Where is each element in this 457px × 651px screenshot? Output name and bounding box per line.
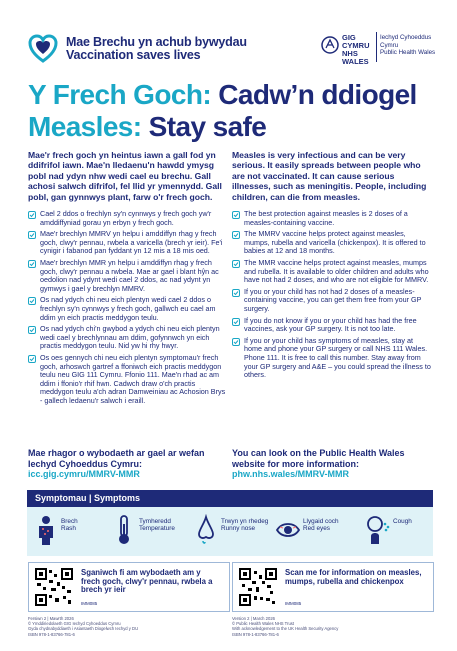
footer-english: Version 2 | March 2026 © Public Health Wales NHS Trust With acknowledgement to the UK Health Security Agency ISBN 978-1-83766-781-6 [232,616,339,637]
qr-reference: IMM085 [81,601,98,606]
dragon-emblem-icon [320,34,340,56]
intro-welsh: Mae'r frech goch yn heintus iawn a gall fod yn ddifrifol iawn. Mae'n lledaenu'n hawdd ymysg pobl nad ydyn nhw wedi cael eu brechu. Gall achosi salwch difrifol, fel llid yr ymennydd. Gall pobl, gan gynnwys plant, farw o'r frech goch. [28,150,222,202]
check-icon [28,355,36,363]
list-item [28,325,228,351]
check-icon [232,231,240,239]
symptom-rash [33,514,103,552]
list-item [232,230,432,256]
symptom-red-eyes [275,514,357,552]
checklist-welsh [28,210,228,405]
title-welsh-b: Cadw’n ddiogel [218,79,417,110]
item-text: If you or your child has symptoms of measles, stay at home and phone your GP surgery or call NHS 111 Wales. Phone 111. It is free to call this number. Stay away from your GP surgery and A&E – you could spread the illness to others. [244,335,431,380]
list-item [28,230,228,256]
welsh-column [28,150,228,409]
list-item [232,259,432,285]
item-text: The MMR vaccine helps protect against measles, mumps and rubella. It is available to older children and adults who have not had 2 doses, and who are not eligible for MMRV. [244,258,429,285]
list-item [232,288,432,314]
check-icon [28,297,36,305]
symptoms-panel [27,490,433,556]
item-text: Cael 2 ddos o frechlyn sy'n cynnwys y frech goch yw'r amddiffyniad gorau yn erbyn y frech goch. [40,209,212,227]
more-info-english [232,448,437,480]
item-text: Os nad ydych chi'n gwybod a ydych chi neu eich plentyn wedi cael y brechlynnau am ddim, gofynnwch yn eich practis meddygon teulu. Nid yw hi rhy hwyr. [40,324,220,351]
org-name: Iechyd Cyhoeddus Cymru Public Health Wales [380,34,436,57]
qr-box-english [232,562,434,612]
check-icon [232,260,240,268]
more-info-text: You can look on the Public Health Wales website for more information: [232,448,405,469]
list-item [232,210,432,227]
title-welsh [28,80,417,110]
title-english-a: Measles: [28,111,149,142]
phw-link-welsh[interactable]: icc.gig.cymru/MMRV-MMR [28,469,140,479]
check-icon [28,211,36,219]
symptom-label: Brech Rash [61,518,78,533]
title-english [28,112,266,142]
thermometer-icon [111,514,137,546]
qr-box-welsh [28,562,230,612]
heart-shield-icon [28,34,58,64]
more-info-text: Mae rhagor o wybodaeth ar gael ar wefan Iechyd Cyhoeddus Cymru: [28,448,205,469]
symptoms-title: Symptomau | Symptoms [35,493,141,503]
qr-code-icon[interactable] [239,568,277,606]
qr-text-english: Scan me for information on measles, mumps, rubella and chickenpox [285,568,422,586]
list-item [28,296,228,322]
check-icon [28,260,36,268]
check-icon [232,289,240,297]
list-item [232,337,432,380]
symptom-runny-nose [193,514,275,552]
eye-icon [275,514,301,546]
list-item [28,259,228,293]
check-icon [28,326,36,334]
rash-icon [33,514,59,546]
item-text: Os nad ydych chi neu eich plentyn wedi cael 2 ddos o frechlyn sy'n cynnwys y frech goch, gallwch eu cael am ddim yn eich practis meddygon teulu. [40,295,216,322]
item-text: Os oes gennych chi neu eich plentyn symptomau'r frech goch, arhoswch gartref a ffoniwch eich practis meddygon teulu neu GIG 111 Cymru. Ffonio 111. Mae'n rhad ac am ddim i ffonio'r rhif hwn. Cadwch draw o'ch practis meddygon teulu a'ch adran Damweiniau ac Achosion Brys - gallech ledaenu'r salwch i eraill. [40,352,226,405]
phw-link-english[interactable]: phw.nhs.wales/MMRV-MMR [232,469,350,479]
list-item [28,354,228,406]
check-icon [232,318,240,326]
item-text: If you or your child has not had 2 doses of a measles-containing vaccine, you can get them free from your GP surgery. [244,286,422,313]
symptom-label: Tymheredd Temperature [139,518,175,533]
item-text: Mae'r brechlyn MMR yn helpu i amddiffyn rhag y frech goch, clwy'r pennau a rwbela. Mae ar gael i blant hŷn ac oedolion nad ydynt wedi cael 2 ddos, ac nad ydynt yn gymwys i gael y brechlyn MMRV. [40,258,219,293]
check-icon [232,338,240,346]
list-item [28,210,228,227]
cough-icon [365,514,391,546]
item-text: The MMRV vaccine helps protect against measles, mumps, rubella and varicella (chickenpox). It is offered to babies at 12 and 18 months. [244,229,426,256]
more-info-welsh [28,448,233,480]
qr-text-welsh: Sganiwch fi am wybodaeth am y frech goch, clwy'r pennau, rwbela a brech yr ieir [81,568,213,595]
footer-welsh: Fersiwn 2 | Mawrth 2026 © Ymddiriedolaeth GIG Iechyd Cyhoeddus Cymru Gyda chydnabyddiaeth i Asiantaeth Diogelwch Iechyd y DU ISBN 978-1-83766-781-6 [28,616,139,637]
title-welsh-a: Y Frech Goch: [28,79,219,110]
nhs-wordmark: GIG CYMRU NHS WALES [342,33,370,66]
check-icon [28,231,36,239]
item-text: The best protection against measles is 2 doses of a measles-containing vaccine. [244,209,408,227]
checklist-english [232,210,432,380]
symptom-temperature [111,514,193,552]
symptom-label: Llygaid coch Red eyes [303,518,339,533]
symptom-cough [365,514,431,552]
qr-code-icon[interactable] [35,568,73,606]
header [22,28,442,68]
list-item [232,317,432,334]
check-icon [232,211,240,219]
symptoms-header [27,490,433,507]
symptom-label: Cough [393,518,412,525]
tagline [66,36,247,62]
qr-reference: IMM085 [285,601,302,606]
title-english-b: Stay safe [148,111,267,142]
nose-icon [193,514,219,546]
item-text: Mae'r brechlyn MMRV yn helpu i amddiffyn rhag y frech goch, clwy'r pennau, rwbela a varicella (brech yr ieir). Fe'i cynigir i fabanod pan fyddant yn 12 mis a 18 mis oed. [40,229,223,256]
tagline-en: Vaccination saves lives [66,48,201,62]
symptom-label: Trwyn yn rhedeg Runny nose [221,518,269,533]
intro-english: Measles is very infectious and can be very serious. It easily spreads between people who are not vaccinated. It can cause serious illnesses, such as meningitis. People, including children, can die from measles. [232,150,427,202]
nhs-wales-logo [320,32,440,72]
item-text: If you do not know if you or your child has had the free vaccines, ask your GP surgery. It is not too late. [244,315,417,334]
tagline-cy: Mae Brechu yn achub bywydau [66,35,247,49]
english-column [232,150,432,383]
